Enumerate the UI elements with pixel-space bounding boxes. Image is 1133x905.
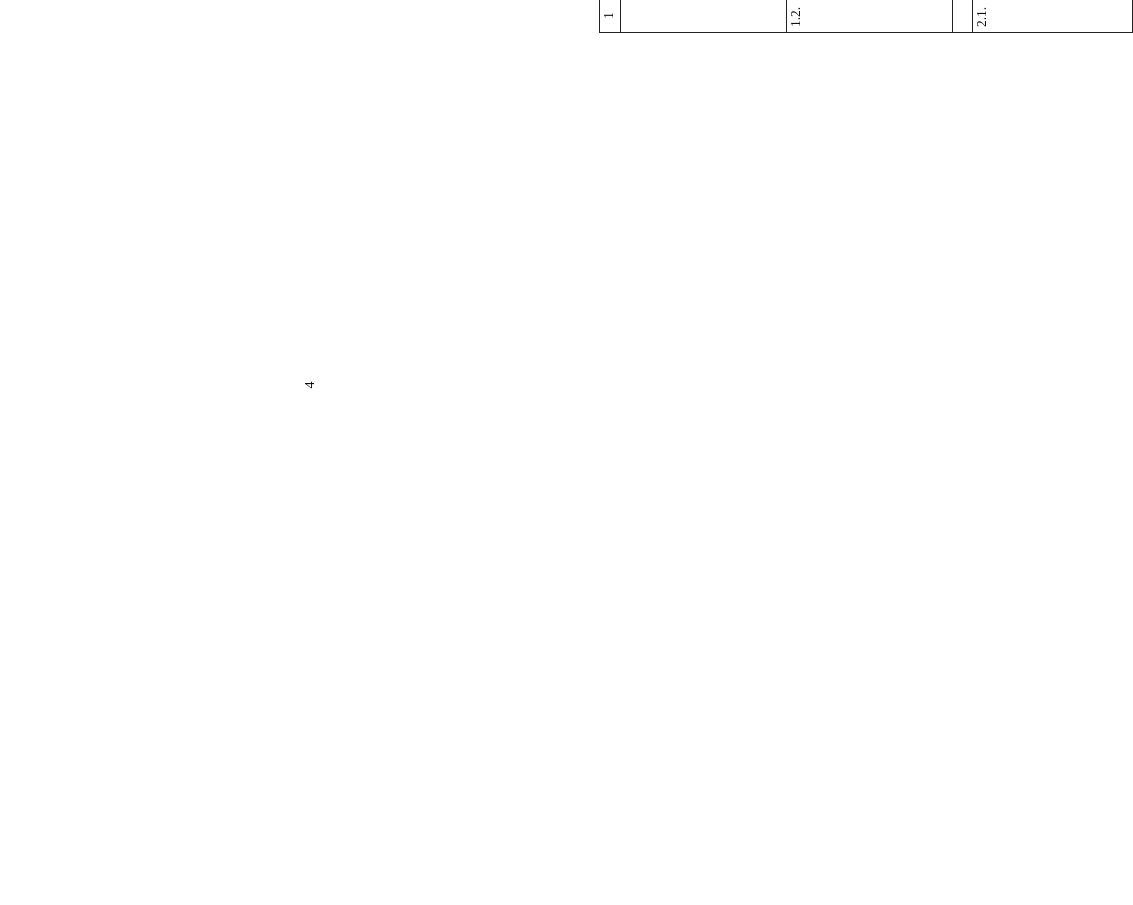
table-row: [621, 0, 787, 33]
rotated-page: [599, 0, 1132, 33]
section-header-row: [953, 0, 973, 33]
row-number: 1.2.: [787, 0, 953, 33]
table-row: [787, 0, 953, 33]
table-header-row: [600, 0, 621, 33]
section-title: [953, 0, 973, 33]
table-row: [973, 0, 1133, 33]
measures-table: [599, 0, 1133, 33]
column-header-1: 1: [600, 0, 621, 33]
row-number: 2.1.: [973, 0, 1133, 33]
row-number: [621, 0, 787, 33]
page-number: 4: [303, 381, 318, 389]
